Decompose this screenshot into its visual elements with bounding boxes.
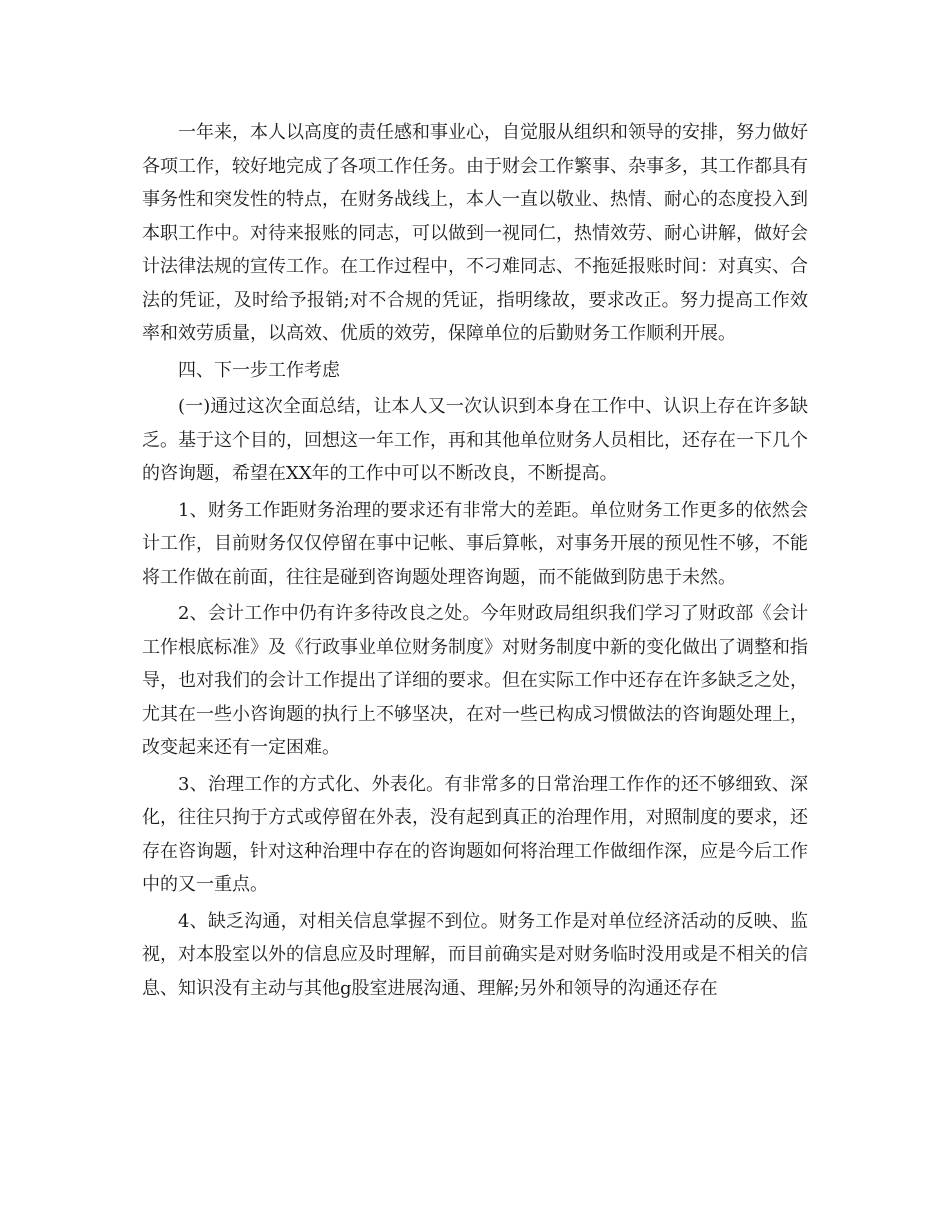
paragraph-work-summary: 一年来，本人以高度的责任感和事业心，自觉服从组织和领导的安排，努力做好各项工作，较好地完成了各项工作任务。由于财会工作繁事、杂事多，其工作都具有事务性和突发性的特点，在财务战线上，本人一直以敬业、热情、耐心的态度投入到本职工作中。对待来报账的同志，可以做到一视同仁，热情效劳、耐心讲解，做好会计法律法规的宣传工作。在工作过程中，不刁难同志、不拖延报账时间：对真实、合法的凭证，及时给予报销;对不合规的凭证，指明缘故，要求改正。努力提高工作效率和效劳质量，以高效、优质的效劳，保障单位的后勤财务工作顺利开展。 bbox=[142, 122, 808, 344]
paragraph-item-2: 2、会计工作中仍有许多待改良之处。今年财政局组织我们学习了财政部《会计工作根底标准》及《行政事业单位财务制度》对财务制度中新的变化做出了调整和指导，也对我们的会计工作提出了详细的要求。但在实际工作中还存在许多缺乏之处，尤其在一些小咨询题的执行上不够坚决，在对一些已构成习惯做法的咨询题处理上，改变起来还有一定困难。 bbox=[142, 603, 808, 758]
paragraph-self-review: (一)通过这次全面总结，让本人又一次认识到本身在工作中、认识上存在许多缺乏。基于这个目的，回想这一年工作，再和其他单位财务人员相比，还存在一下几个的咨询题，希望在XX年的工作中可以不断改良，不断提高。 bbox=[142, 396, 808, 484]
paragraph-item-3: 3、治理工作的方式化、外表化。有非常多的日常治理工作作的还不够细致、深化，往往只拘于方式或停留在外表，没有起到真正的治理作用，对照制度的要求，还存在咨询题，针对这种治理中存在的咨询题如何将治理工作做细作深，应是今后工作中的又一重点。 bbox=[142, 773, 808, 895]
paragraph-item-1: 1、财务工作距财务治理的要求还有非常大的差距。单位财务工作更多的依然会计工作，目前财务仅仅停留在事中记帐、事后算帐，对事务开展的预见性不够，不能将工作做在前面，往往是碰到咨询题处理咨询题，而不能做到防患于未然。 bbox=[142, 499, 808, 588]
paragraph-item-4: 4、缺乏沟通，对相关信息掌握不到位。财务工作是对单位经济活动的反映、监视，对本股室以外的信息应及时理解，而目前确实是对财务临时没用或是不相关的信息、知识没有主动与其他g股室进展沟通、理解;另外和领导的沟通还存在 bbox=[142, 910, 808, 999]
section-heading-next-steps: 四、下一步工作考虑 bbox=[178, 359, 340, 381]
document-body bbox=[142, 116, 808, 1005]
